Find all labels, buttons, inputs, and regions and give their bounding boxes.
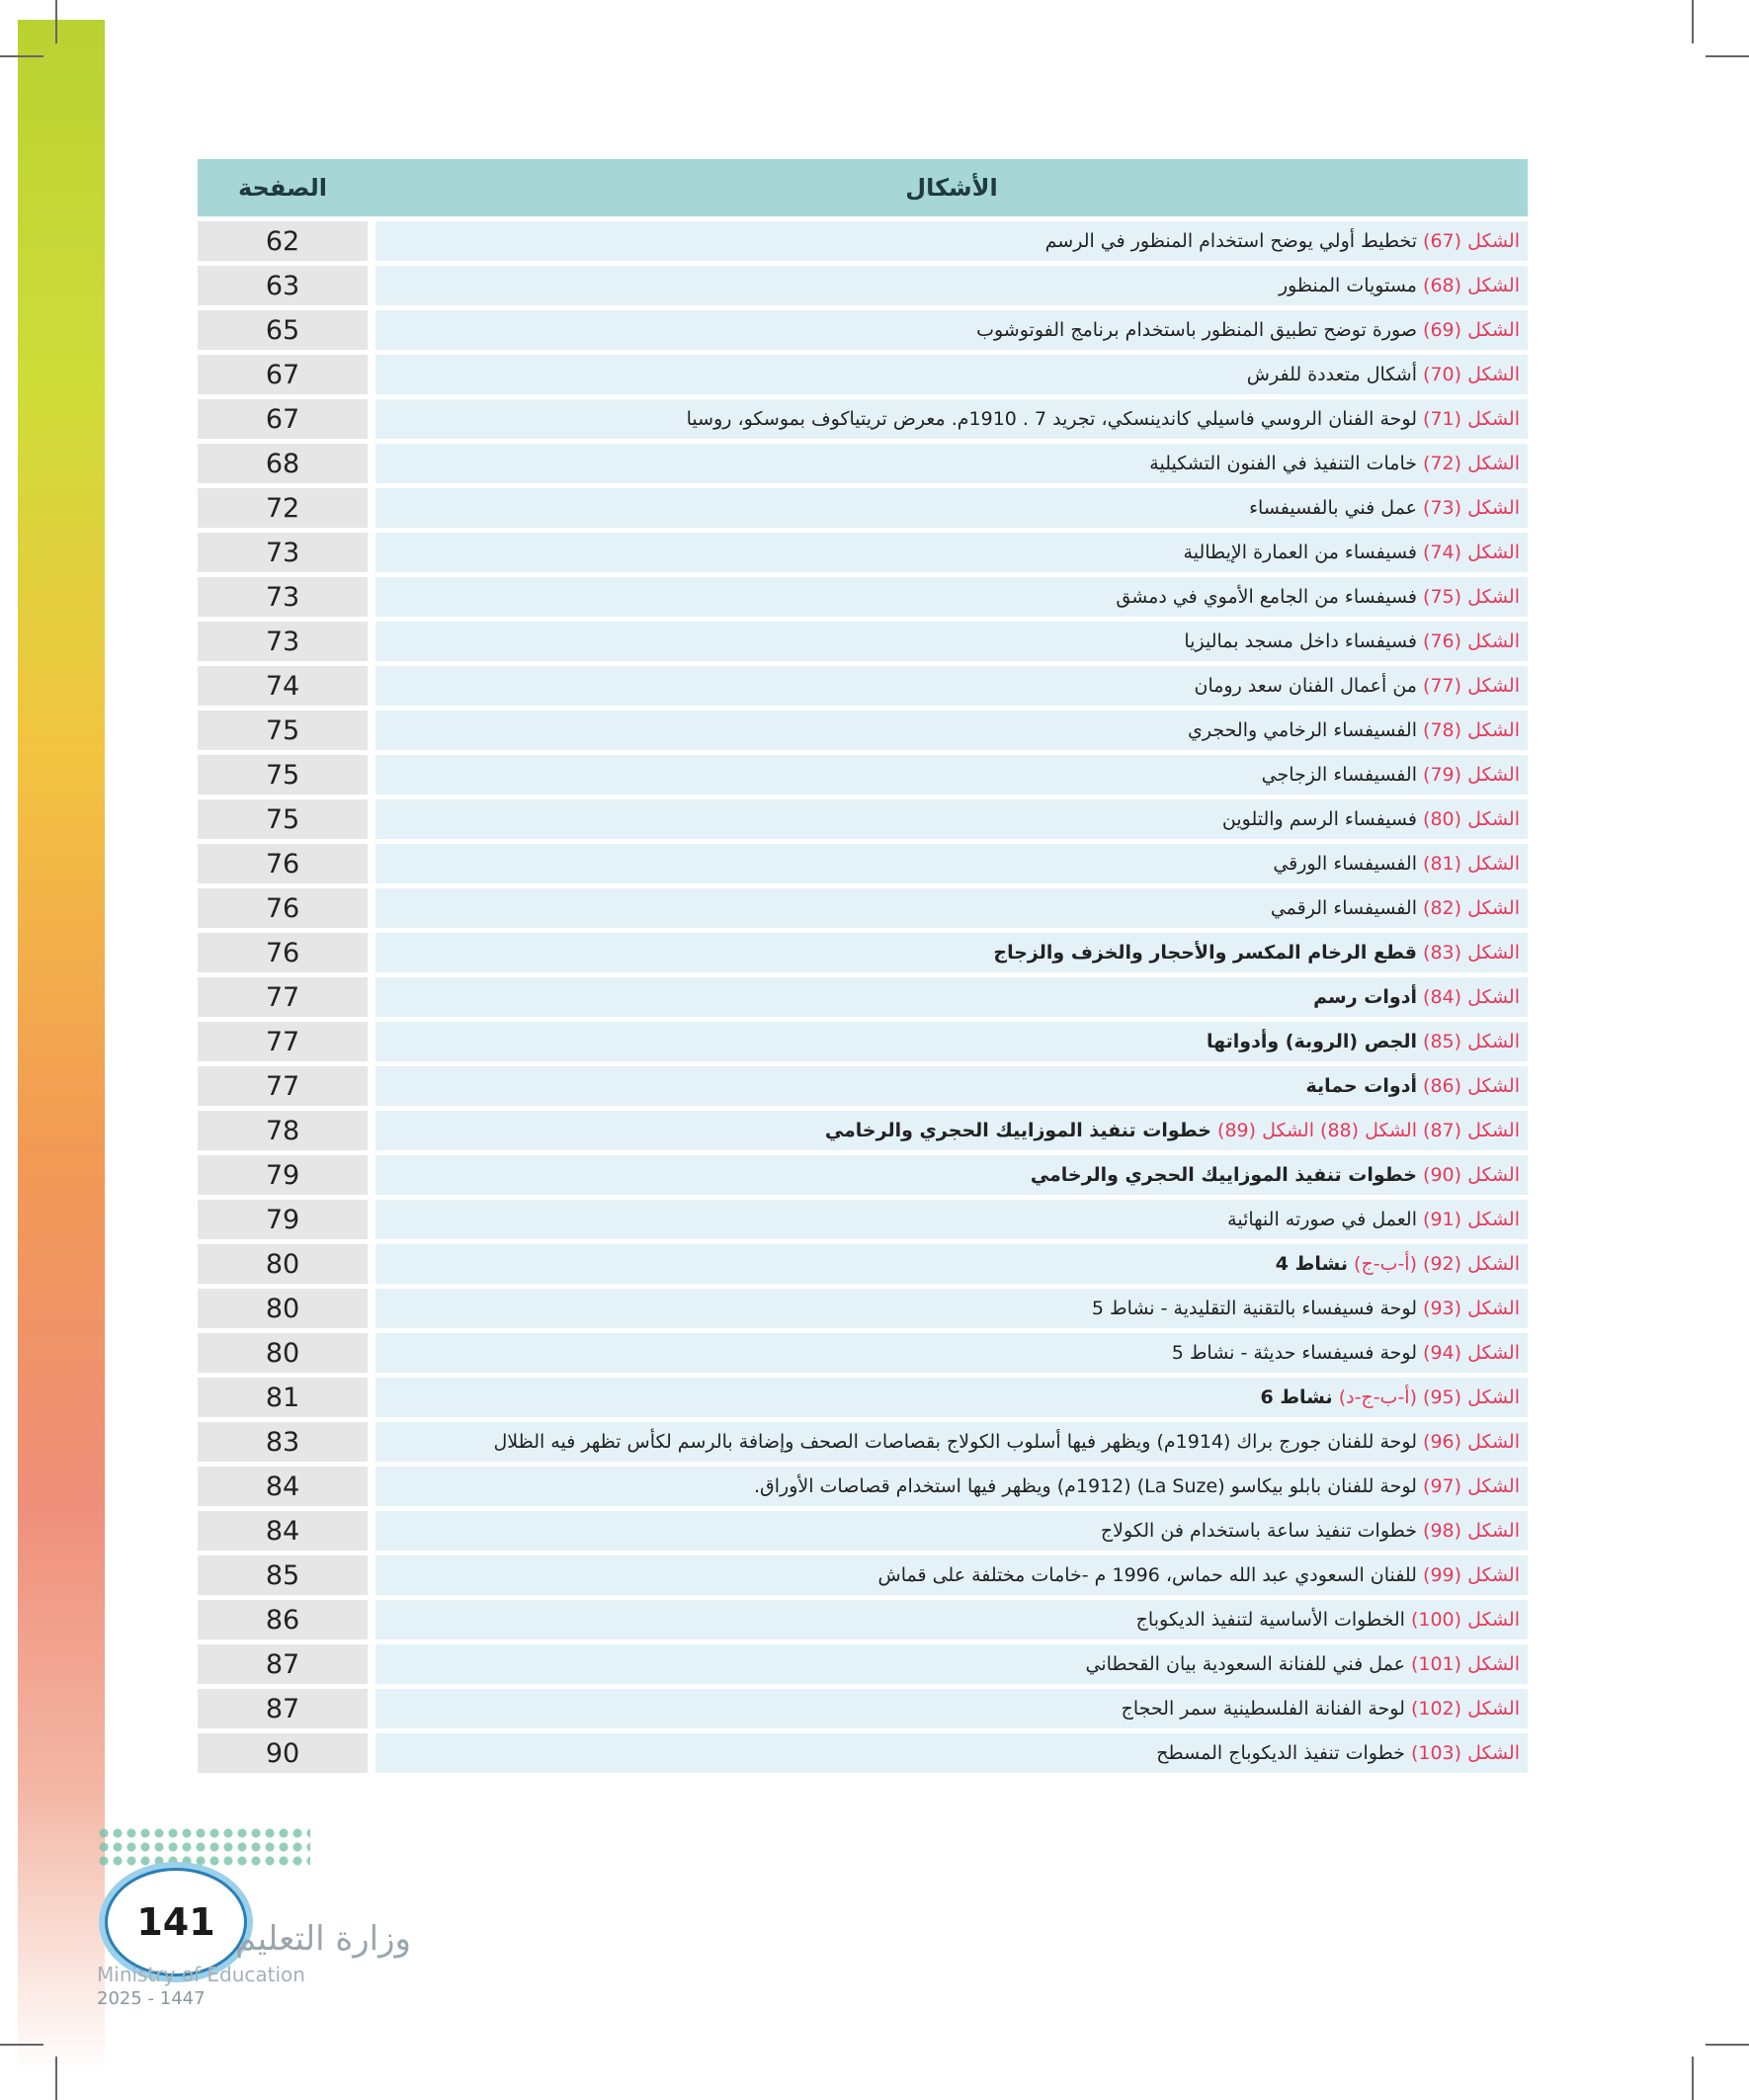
figure-label: الشكل (91) (1423, 1209, 1520, 1230)
page-number-cell: 79 (198, 1200, 368, 1239)
figure-label: الشكل (73) (1423, 497, 1520, 519)
crop-mark (1692, 2057, 1694, 2100)
figure-entry (375, 1022, 1528, 1061)
figure-label: الشكل (102) (1410, 1698, 1520, 1720)
page-number-cell: 83 (198, 1422, 368, 1462)
figure-label: الشكل (69) (1423, 319, 1520, 341)
page-number-cell: 85 (198, 1555, 368, 1595)
figure-title: خطوات تنفيذ ساعة باستخدام فن الكولاج (1100, 1520, 1417, 1542)
figure-label: الشكل (82) (1423, 897, 1520, 919)
page-number-cell: 74 (198, 666, 368, 706)
figure-title: فسيفساء من العمارة الإيطالية (1183, 542, 1417, 563)
table-row (198, 1111, 1528, 1150)
figure-entry (375, 488, 1528, 528)
figure-entry (375, 933, 1528, 972)
figures-index-table (198, 154, 1528, 1778)
table-row (198, 755, 1528, 795)
table-row (198, 221, 1528, 261)
table-row (198, 444, 1528, 483)
figure-title: عمل فني بالفسيفساء (1249, 497, 1417, 519)
figure-entry (375, 1644, 1528, 1684)
table-row (198, 622, 1528, 661)
figure-title: فسيفساء داخل مسجد بماليزيا (1184, 630, 1417, 652)
table-row (198, 1378, 1528, 1417)
figure-label: الشكل (72) (1423, 453, 1520, 474)
figure-label: الشكل (100) (1410, 1609, 1520, 1631)
figure-entry (375, 1244, 1528, 1284)
page-number-cell: 84 (198, 1511, 368, 1551)
table-row (198, 533, 1528, 572)
page-number-cell: 75 (198, 711, 368, 750)
figure-title: لوحة فسيفساء حديثة - نشاط 5 (1171, 1342, 1417, 1364)
figure-label: الشكل (96) (1423, 1431, 1520, 1453)
figure-entry (375, 577, 1528, 617)
page-number-cell: 77 (198, 1066, 368, 1106)
figure-title: لوحة فسيفساء بالتقنية التقليدية - نشاط 5 (1091, 1298, 1417, 1319)
page-number-cell: 86 (198, 1600, 368, 1639)
page-number-cell: 80 (198, 1289, 368, 1328)
figure-entry (375, 888, 1528, 928)
figure-title: الجص (الروبة) وأدواتها (1206, 1031, 1417, 1052)
figure-entry (375, 755, 1528, 795)
figure-title: الفسيفساء الورقي (1273, 853, 1417, 875)
page-number-cell: 67 (198, 355, 368, 394)
table-row (198, 1289, 1528, 1328)
figure-label: الشكل (74) (1423, 542, 1520, 563)
figure-title: لوحة الفنانة الفلسطينية سمر الحجاج (1121, 1698, 1405, 1720)
figure-title: الفسيفساء الزجاجي (1261, 764, 1417, 786)
figure-label: الشكل (99) (1423, 1564, 1520, 1586)
table-row (198, 399, 1528, 439)
column-header-figures: الأشكال (375, 159, 1528, 216)
crop-mark (55, 2057, 57, 2100)
figure-title: خامات التنفيذ في الفنون التشكيلية (1149, 453, 1417, 474)
crop-mark (0, 55, 43, 57)
figure-label: الشكل (94) (1423, 1342, 1520, 1364)
page-number-cell: 68 (198, 444, 368, 483)
figure-entry (375, 399, 1528, 439)
figure-label: الشكل (103) (1410, 1742, 1520, 1764)
figure-label: الشكل (90) (1423, 1164, 1520, 1186)
page-number-cell: 75 (198, 755, 368, 795)
decorative-side-stripe (18, 20, 105, 2075)
table-row (198, 355, 1528, 394)
table-row (198, 1422, 1528, 1462)
table-row (198, 1733, 1528, 1773)
table-row (198, 1155, 1528, 1195)
page-number-cell: 80 (198, 1333, 368, 1373)
crop-mark (1706, 2044, 1749, 2046)
figure-label: الشكل (80) (1423, 808, 1520, 830)
figure-title: أدوات حماية (1305, 1075, 1417, 1097)
page-number-cell: 77 (198, 1022, 368, 1061)
figure-title: نشاط 4 (1275, 1253, 1348, 1275)
figure-title: العمل في صورته النهائية (1227, 1209, 1417, 1230)
page-number-cell: 75 (198, 799, 368, 839)
table-row (198, 888, 1528, 928)
figure-entry (375, 1289, 1528, 1328)
figure-entry (375, 1111, 1528, 1150)
figure-title: لوحة للفنان بابلو بيكاسو (La Suze) (1912م) ويظهر فيها استخدام قصاصات الأوراق. (753, 1475, 1417, 1497)
table-row (198, 711, 1528, 750)
figure-label: الشكل (79) (1423, 764, 1520, 786)
table-row (198, 1200, 1528, 1239)
figure-entry (375, 533, 1528, 572)
figure-entry (375, 1200, 1528, 1239)
figure-title: مستويات المنظور (1278, 275, 1417, 296)
figure-entry (375, 1733, 1528, 1773)
page-number-cell: 73 (198, 622, 368, 661)
figure-entry (375, 444, 1528, 483)
table-row (198, 977, 1528, 1017)
table-row (198, 666, 1528, 706)
figure-entry (375, 1155, 1528, 1195)
figure-title: لوحة للفنان جورج براك (1914م) ويظهر فيها أسلوب الكولاج بقصاصات الصحف وإضافة بالرسم لكأس تظهر فيه الظلال (493, 1431, 1417, 1453)
page-number-cell: 87 (198, 1644, 368, 1684)
table-row (198, 1066, 1528, 1106)
table-row (198, 799, 1528, 839)
figure-entry (375, 622, 1528, 661)
page-number-cell: 73 (198, 577, 368, 617)
figure-title: الفسيفساء الرخامي والحجري (1188, 719, 1417, 741)
figure-label: الشكل (95) (أ-ب-ج-د) (1338, 1386, 1520, 1408)
table-row (198, 844, 1528, 883)
figure-entry (375, 711, 1528, 750)
table-row (198, 1511, 1528, 1551)
figure-label: الشكل (92) (أ-ب-ج) (1354, 1253, 1520, 1275)
figure-label: الشكل (86) (1423, 1075, 1520, 1097)
page-number-cell: 72 (198, 488, 368, 528)
figure-entry (375, 1555, 1528, 1595)
figure-entry (375, 1600, 1528, 1639)
figure-entry (375, 221, 1528, 261)
page-number-badge: 141 (105, 1868, 247, 1976)
table-body (198, 221, 1528, 1773)
figure-title: من أعمال الفنان سعد رومان (1194, 675, 1417, 697)
crop-mark (55, 0, 57, 43)
figure-entry (375, 310, 1528, 350)
page-number-cell: 62 (198, 221, 368, 261)
figure-title: خطوات تنفيذ الديكوباج المسطح (1156, 1742, 1405, 1764)
table-row (198, 1244, 1528, 1284)
page-number-cell: 67 (198, 399, 368, 439)
figure-entry (375, 1511, 1528, 1551)
crop-mark (1706, 55, 1749, 57)
figure-title: الفسيفساء الرقمي (1270, 897, 1417, 919)
figure-label: الشكل (84) (1423, 986, 1520, 1008)
figure-label: الشكل (98) (1423, 1520, 1520, 1542)
figure-title: فسيفساء الرسم والتلوين (1221, 808, 1417, 830)
figure-label: الشكل (77) (1423, 675, 1520, 697)
page-number-cell: 79 (198, 1155, 368, 1195)
figure-label: الشكل (97) (1423, 1475, 1520, 1497)
table-row (198, 1467, 1528, 1506)
figure-label: الشكل (75) (1423, 586, 1520, 608)
figure-label: الشكل (70) (1423, 364, 1520, 385)
table-row (198, 933, 1528, 972)
page-number-cell: 76 (198, 933, 368, 972)
ministry-logo-arabic: وزارة التعليم (235, 1919, 411, 1959)
figure-entry (375, 1467, 1528, 1506)
page-number-cell: 90 (198, 1733, 368, 1773)
figure-entry (375, 1689, 1528, 1728)
table-row (198, 1689, 1528, 1728)
page-number-cell: 78 (198, 1111, 368, 1150)
figure-title: أشكال متعددة للفرش (1246, 364, 1417, 385)
figure-title: تخطيط أولي يوضح استخدام المنظور في الرسم (1044, 230, 1417, 252)
figure-title: للفنان السعودي عبد الله حماس، 1996 م -خامات مختلفة على قماش (877, 1564, 1417, 1586)
table-row (198, 1022, 1528, 1061)
table-row (198, 310, 1528, 350)
figure-label: الشكل (71) (1423, 408, 1520, 430)
figure-entry (375, 1333, 1528, 1373)
page-number-cell: 73 (198, 533, 368, 572)
ministry-logo-english: Ministry of Education (97, 1963, 305, 1986)
page-number-cell: 76 (198, 844, 368, 883)
figure-entry (375, 844, 1528, 883)
table-row (198, 577, 1528, 617)
figure-label: الشكل (83) (1423, 942, 1520, 964)
figure-entry (375, 266, 1528, 305)
page-number-cell: 76 (198, 888, 368, 928)
page-number-cell: 65 (198, 310, 368, 350)
figure-label: الشكل (76) (1423, 630, 1520, 652)
figure-title: خطوات تنفيذ الموزاييك الحجري والرخامي (824, 1120, 1211, 1141)
figure-entry (375, 355, 1528, 394)
page-number-cell: 77 (198, 977, 368, 1017)
figure-title: قطع الرخام المكسر والأحجار والخزف والزجاج (993, 942, 1417, 964)
decorative-dots (97, 1826, 310, 1868)
figure-title: الخطوات الأساسية لتنفيذ الديكوباج (1135, 1609, 1405, 1631)
figure-label: الشكل (85) (1423, 1031, 1520, 1052)
figure-entry (375, 799, 1528, 839)
figure-title: خطوات تنفيذ الموزاييك الحجري والرخامي (1030, 1164, 1417, 1186)
page-number-cell: 84 (198, 1467, 368, 1506)
figure-entry (375, 1378, 1528, 1417)
figure-label: الشكل (78) (1423, 719, 1520, 741)
figure-label: الشكل (87) الشكل (88) الشكل (89) (1217, 1120, 1520, 1141)
page-number-cell: 81 (198, 1378, 368, 1417)
figure-title: صورة توضح تطبيق المنظور باستخدام برنامج الفوتوشوب (976, 319, 1417, 341)
page-number-cell: 87 (198, 1689, 368, 1728)
figure-title: عمل فني للفنانة السعودية بيان القحطاني (1085, 1653, 1405, 1675)
figure-title: فسيفساء من الجامع الأموي في دمشق (1116, 586, 1417, 608)
page-number-cell: 63 (198, 266, 368, 305)
figure-label: الشكل (68) (1423, 275, 1520, 296)
page-number-cell: 80 (198, 1244, 368, 1284)
figure-label: الشكل (101) (1410, 1653, 1520, 1675)
table-row (198, 488, 1528, 528)
figure-entry (375, 1422, 1528, 1462)
crop-mark (0, 2044, 43, 2046)
figure-title: نشاط 6 (1260, 1386, 1333, 1408)
figure-entry (375, 977, 1528, 1017)
table-row (198, 1333, 1528, 1373)
table-row (198, 266, 1528, 305)
column-header-page: الصفحة (198, 159, 368, 216)
crop-mark (1692, 0, 1694, 43)
table-row (198, 1600, 1528, 1639)
figure-entry (375, 1066, 1528, 1106)
figure-title: أدوات رسم (1313, 986, 1417, 1008)
figure-label: الشكل (93) (1423, 1298, 1520, 1319)
figure-label: الشكل (67) (1423, 230, 1520, 252)
figure-label: الشكل (81) (1423, 853, 1520, 875)
table-row (198, 1644, 1528, 1684)
figure-entry (375, 666, 1528, 706)
figure-title: لوحة الفنان الروسي فاسيلي كاندينسكي، تجريد 7 . 1910م. معرض تريتياكوف بموسكو، روسيا (686, 408, 1417, 430)
edition-year: 2025 - 1447 (97, 1988, 206, 2009)
table-row (198, 1555, 1528, 1595)
